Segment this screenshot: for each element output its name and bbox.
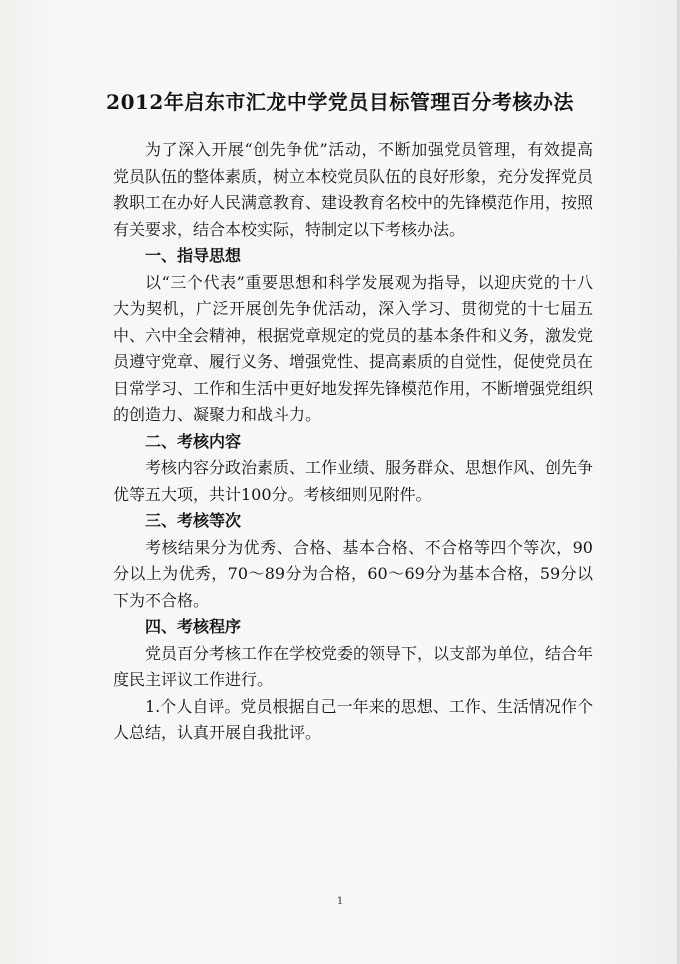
paragraph: 考核内容分政治素质、工作业绩、服务群众、思想作风、创先争优等五大项，共计100分。考核细则见附件。 [113, 458, 594, 504]
section-heading: 二、考核内容 [145, 431, 242, 451]
paragraph: 1.个人自评。党员根据自己一年来的思想、工作、生活情况作个人总结，认真开展自我批评。 [113, 696, 593, 742]
paragraph: 以“三个代表”重要思想和科学发展观为指导，以迎庆党的十八大为契机，广泛开展创先争优活动，深入学习、贯彻党的十七届五中、六中全会精神，根据党章规定的党员的基本条件和义务，激发党员遵守党章、履行义务、增强党性、提高素质的自觉性，促使党员在日常学习、工作和生活中更好地发挥先锋模范作用，不断增强党组织的创造力、凝聚力和战斗力。 [113, 272, 594, 424]
paragraph: 党员百分考核工作在学校党委的领导下，以支部为单位，结合年度民主评议工作进行。 [113, 643, 594, 689]
paragraph: 为了深入开展“创先争优”活动，不断加强党员管理，有效提高党员队伍的整体素质，树立本校党员队伍的良好形象，充分发挥党员教职工在办好人民满意教育、建设教育名校中的先锋模范作用，按照有关要求，结合本校实际，特制定以下考核办法。 [113, 140, 594, 239]
page-number: 1 [336, 896, 344, 907]
paragraph: 考核结果分为优秀、合格、基本合格、不合格等四个等次，90分以上为优秀，70～89分为合格，60～69分为基本合格，59分以下为不合格。 [113, 537, 593, 610]
section-heading: 四、考核程序 [145, 617, 242, 636]
document-title: 2012年启东市汇龙中学党员目标管理百分考核办法 [106, 90, 574, 114]
document-body [113, 137, 593, 747]
section-heading: 三、考核等次 [145, 511, 242, 530]
section-heading: 一、指导思想 [145, 246, 242, 265]
